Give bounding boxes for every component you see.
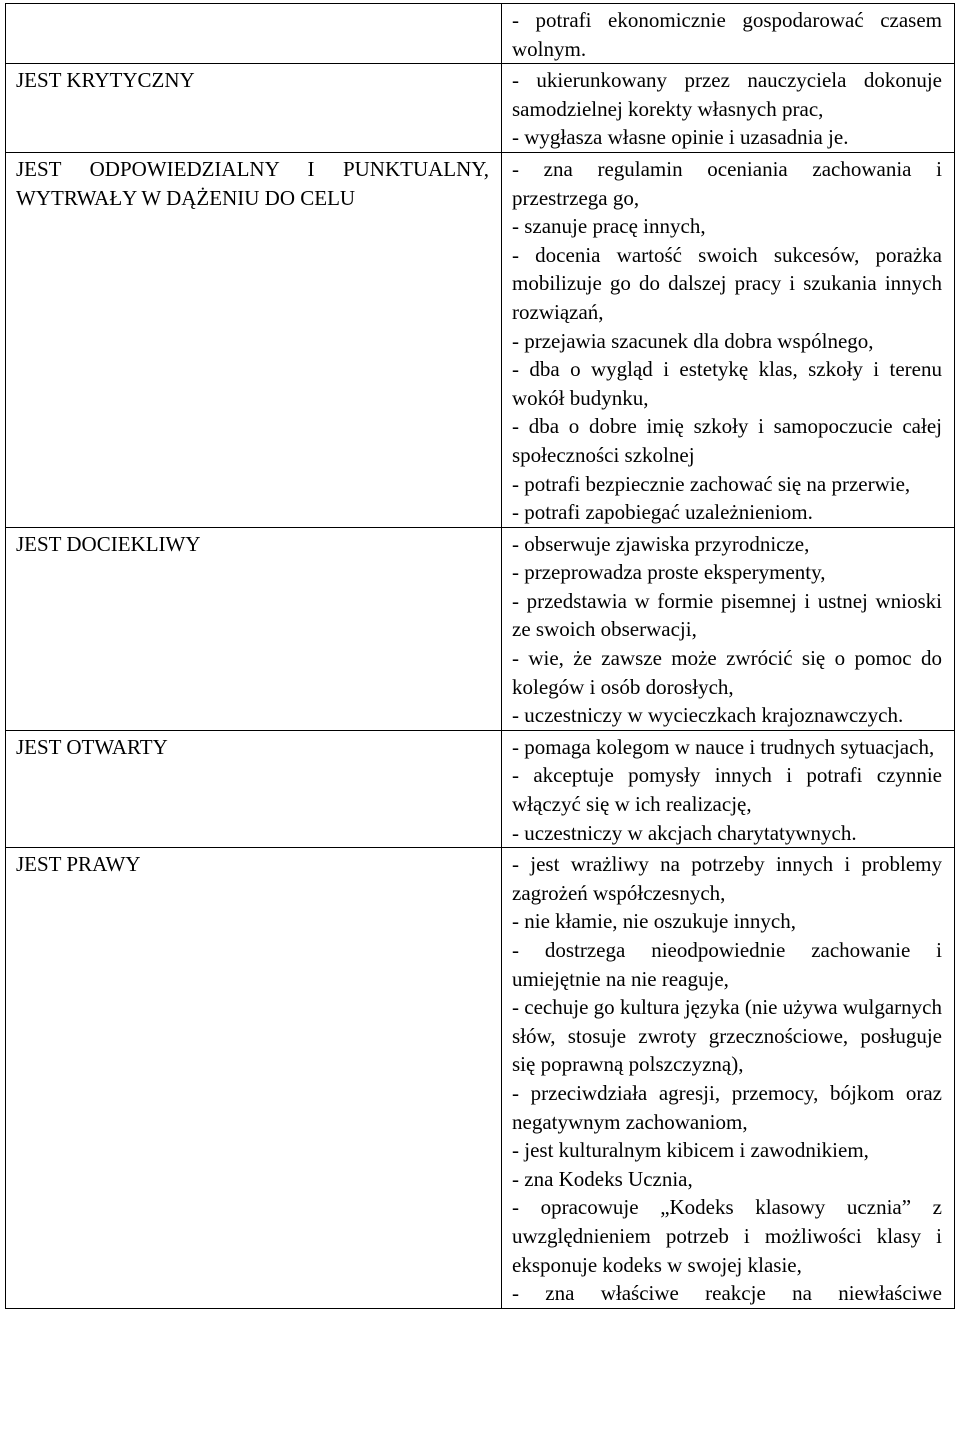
trait-cell (6, 64, 502, 153)
description-line: - dba o wygląd i estetykę klas, szkoły i terenu wokół budynku, (512, 357, 942, 410)
behavior-criteria-table (5, 3, 955, 1309)
table-row (6, 527, 955, 730)
trait-cell (6, 152, 502, 527)
description-line: - potrafi zapobiegać uzależnieniom. (512, 500, 813, 525)
description-cell (502, 64, 955, 153)
description-line: - dba o dobre imię szkoły i samopoczucie całej społeczności szkolnej (512, 414, 942, 467)
description-line: - jest kulturalnym kibicem i zawodnikiem, (512, 1138, 869, 1163)
description-line: - akceptuje pomysły innych i potrafi czynnie włączyć się w ich realizację, (512, 763, 942, 817)
description-line: - zna regulamin oceniania zachowania i przestrzega go, (512, 156, 942, 210)
trait-cell (6, 527, 502, 730)
table-row (6, 64, 955, 153)
description-line: - pomaga kolegom w nauce i trudnych sytuacjach, (512, 734, 935, 759)
trait-label: JEST OTWARTY (16, 734, 168, 759)
trait-cell (6, 4, 502, 64)
description-line: - zna właściwe reakcje na niewłaściwe (512, 1281, 942, 1306)
description-line: - uczestniczy w akcjach charytatywnych. (512, 820, 857, 845)
description-line: - przeciwdziała agresji, przemocy, bójkom oraz negatywnym zachowaniom, (512, 1080, 942, 1134)
description-line: - potrafi bezpiecznie zachować się na przerwie, (512, 471, 911, 496)
trait-label: JEST KRYTYCZNY (16, 68, 195, 93)
description-line: - dostrzega nieodpowiednie zachowanie i umiejętnie na nie reaguje, (512, 938, 942, 991)
description-line: - jest wrażliwy na potrzeby innych i problemy zagrożeń współczesnych, (512, 852, 942, 905)
description-line: - cechuje go kultura języka (nie używa wulgarnych słów, stosuje zwroty grzecznościowe, posługuje się poprawną polszczyzną), (512, 995, 942, 1077)
description-line: - nie kłamie, nie oszukuje innych, (512, 909, 797, 934)
description-line: - opracowuje „Kodeks klasowy ucznia” z uwzględnieniem potrzeb i możliwości klasy i eksponuje kodeks w swojej klasie, (512, 1195, 942, 1277)
description-line: - uczestniczy w wycieczkach krajoznawczych. (512, 703, 904, 728)
description-line: - zna Kodeks Ucznia, (512, 1166, 693, 1191)
description-line: - przedstawia w formie pisemnej i ustnej wnioski ze swoich obserwacji, (512, 588, 942, 642)
table-row (6, 152, 955, 527)
description-line: - potrafi ekonomicznie gospodarować czasem wolnym. (512, 8, 942, 61)
table-row (6, 848, 955, 1309)
trait-cell (6, 730, 502, 847)
table-row (6, 730, 955, 847)
description-line: - obserwuje zjawiska przyrodnicze, (512, 531, 810, 556)
trait-label: JEST DOCIEKLIWY (16, 531, 201, 556)
trait-label: JEST PRAWY (16, 852, 141, 877)
description-line: - ukierunkowany przez nauczyciela dokonuje samodzielnej korekty własnych prac, (512, 68, 942, 121)
description-line: - wie, że zawsze może zwrócić się o pomoc do kolegów i osób dorosłych, (512, 646, 942, 699)
trait-label: JEST ODPOWIEDZIALNY I PUNKTUALNY, WYTRWAŁY W DĄŻENIU DO CELU (16, 156, 489, 210)
description-cell (502, 4, 955, 64)
table-row (6, 4, 955, 64)
description-line: - szanuje pracę innych, (512, 214, 706, 239)
description-line: - docenia wartość swoich sukcesów, porażka mobilizuje go do dalszej pracy i szukania innych rozwiązań, (512, 242, 942, 324)
trait-cell (6, 848, 502, 1309)
description-cell (502, 848, 955, 1309)
description-cell (502, 152, 955, 527)
description-cell (502, 730, 955, 847)
description-line: - przeprowadza proste eksperymenty, (512, 560, 826, 585)
description-line: - przejawia szacunek dla dobra wspólnego, (512, 328, 874, 353)
table-body (6, 4, 955, 1309)
description-line: - wygłasza własne opinie i uzasadnia je. (512, 125, 849, 150)
description-cell (502, 527, 955, 730)
